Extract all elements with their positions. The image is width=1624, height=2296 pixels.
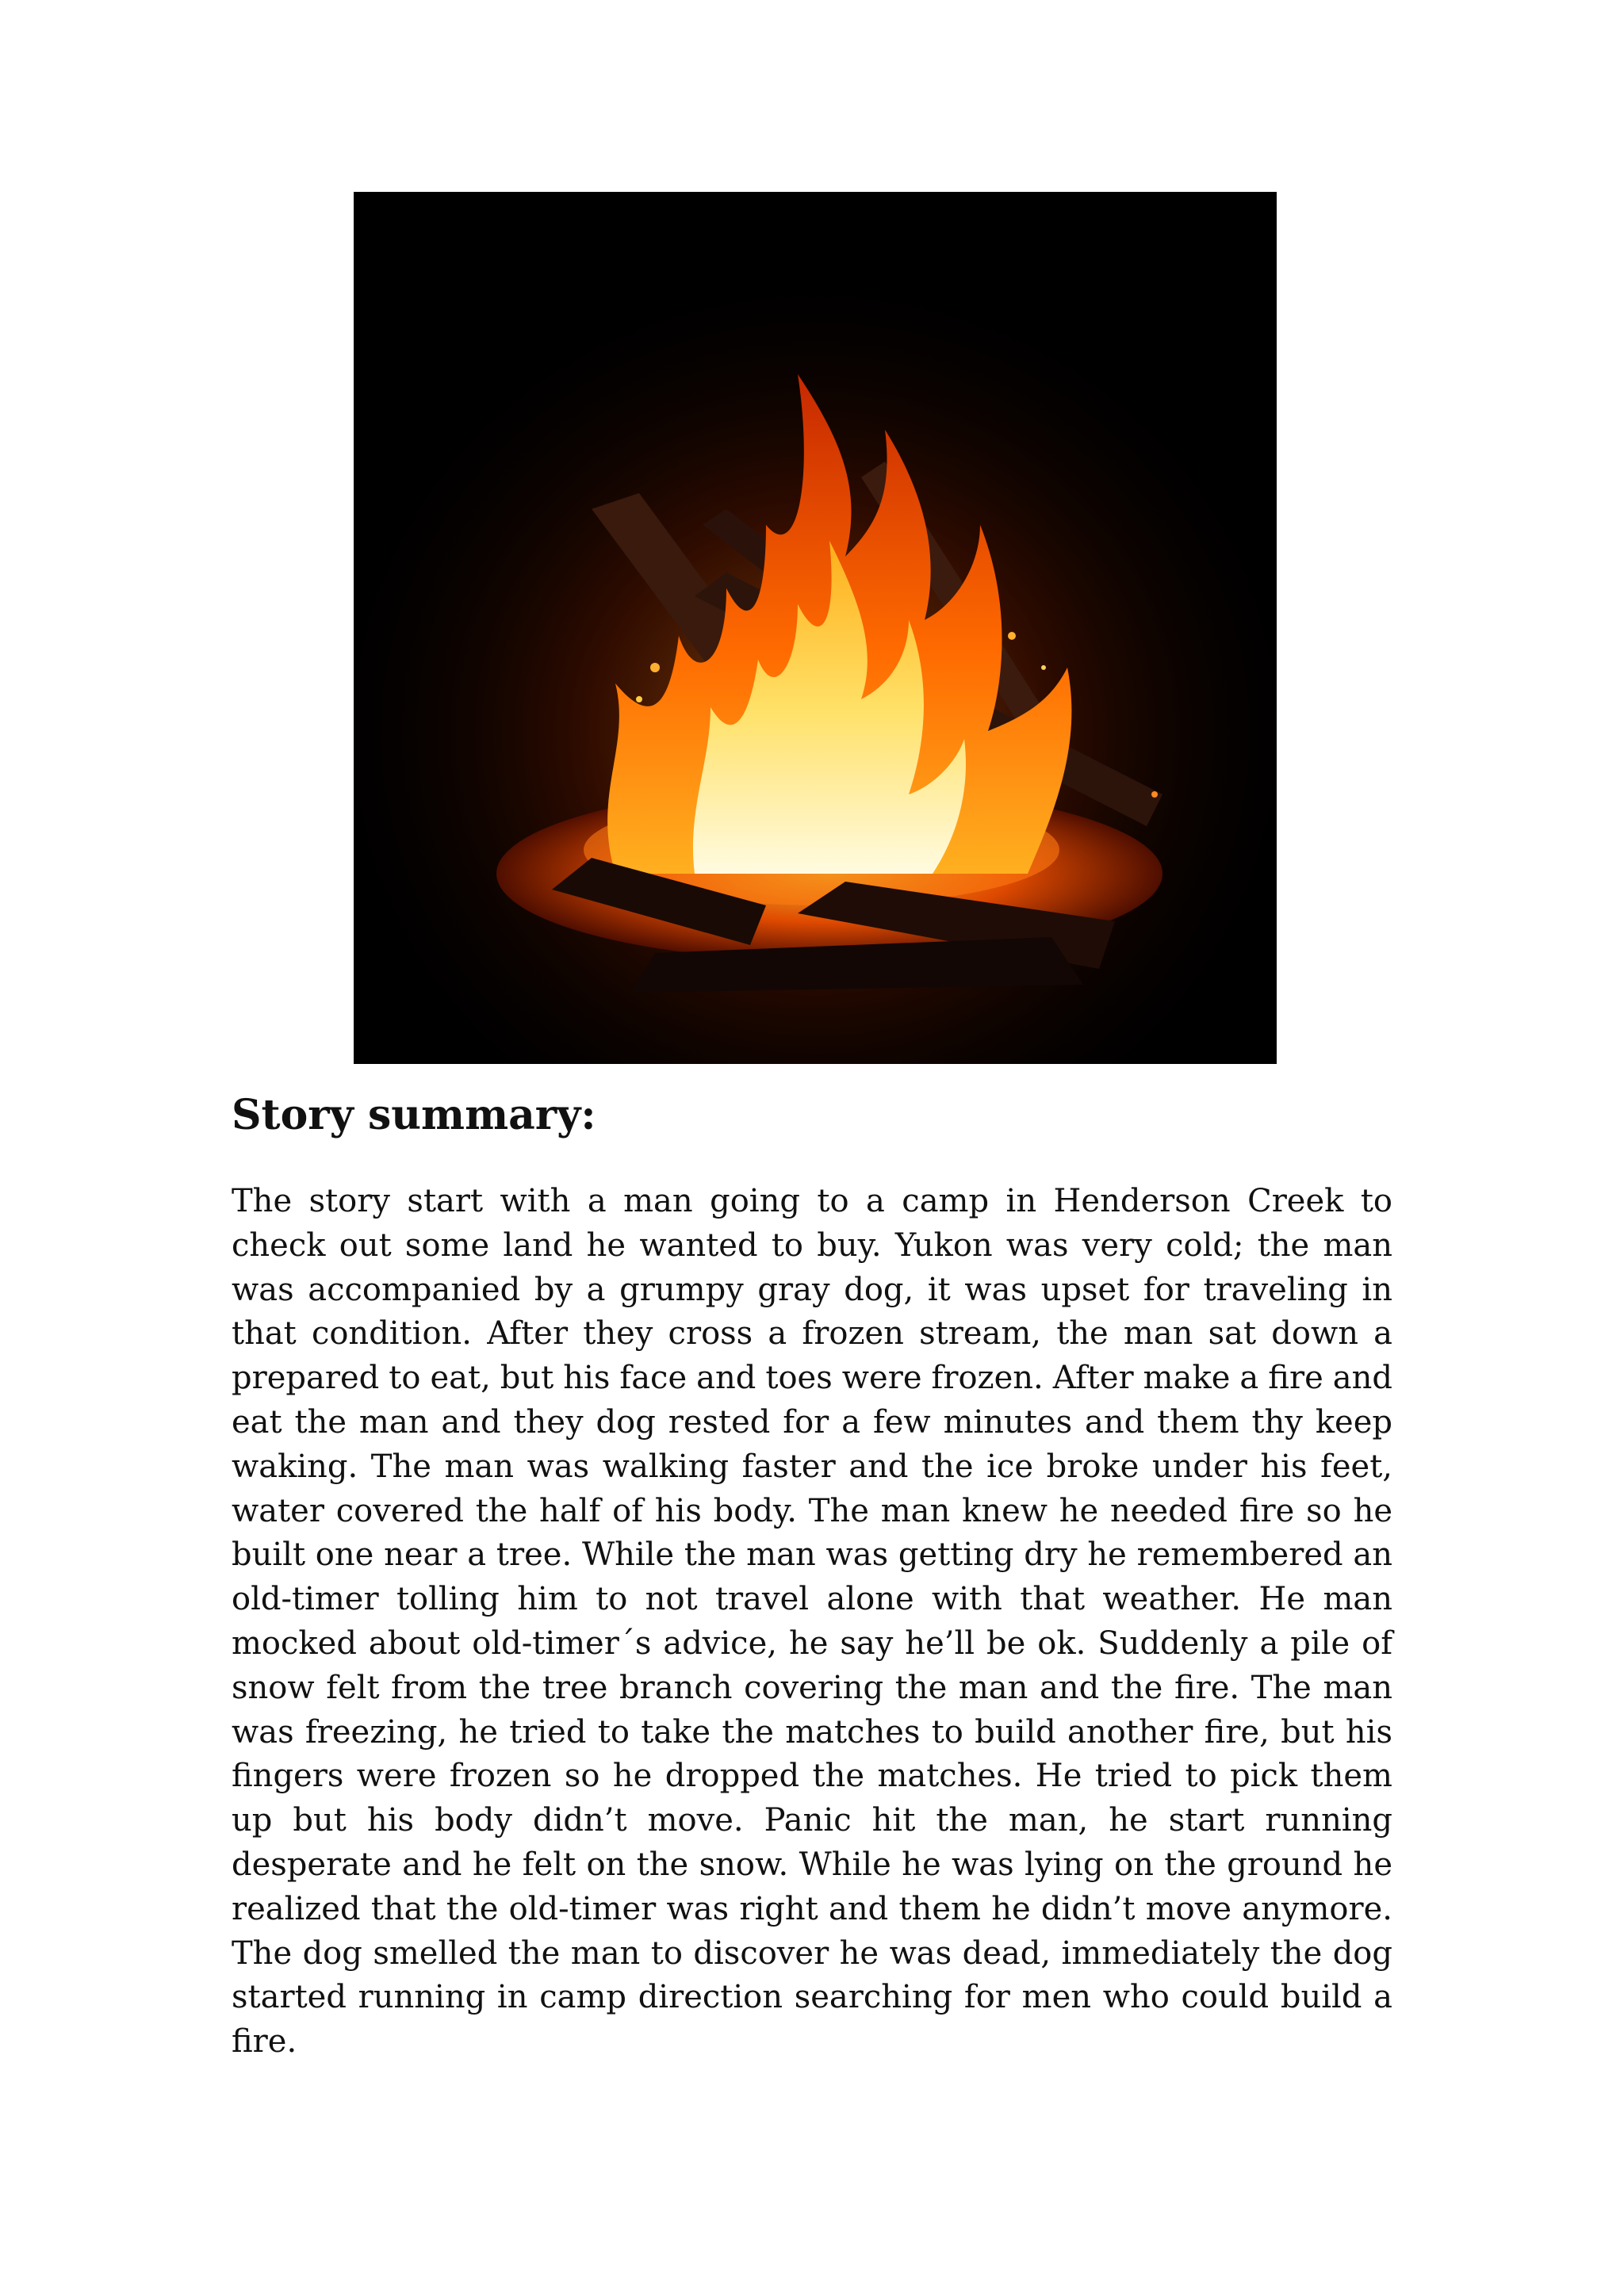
story-summary-paragraph: The story start with a man going to a camp in Henderson Creek to check out some land he wanted to buy. Yukon was very cold; the man was accompanied by a grumpy gray dog, it was upset for traveling in that condition. After they cross a frozen stream, the man sat down a prepared to eat, but his face and toes were frozen. After make a fire and eat the man and they dog rested for a few minutes and them thy keep waking. The man was walking faster and the ice broke under his feet, water covered the half of his body. The man knew he needed fire so he built one near a tree. While the man was getting dry he remembered an old-timer tolling him to not travel alone with that weather. He man mocked about old-timer´s advice, he say he’ll be ok. Suddenly a pile of snow felt from the tree branch covering the man and the fire. The man was freezing, he tried to take the matches to build another fire, but his fingers were frozen so he dropped the matches. He tried to pick them up but his body didn’t move. Panic hit the man, he start running desperate and he felt on the snow. While he was lying on the ground he realized that the old-timer was right and them he didn’t move anymore. The dog smelled the man to discover he was dead, immediately the dog started running in camp direction searching for men who could build a fire.	[232, 1183, 1392, 2061]
section-heading: Story summary:	[232, 1091, 596, 1139]
campfire-image	[354, 192, 1277, 1064]
campfire-illustration	[354, 192, 1277, 1064]
